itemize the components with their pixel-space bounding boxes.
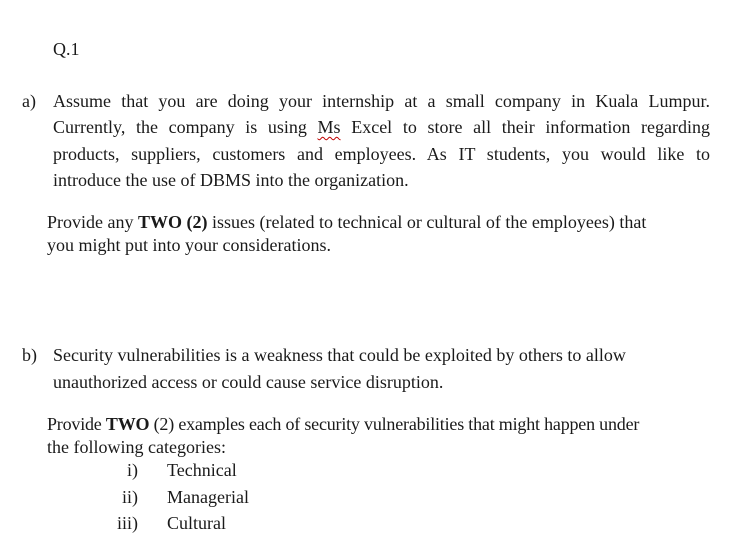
part-b-prompt-bold: TWO	[105, 414, 150, 434]
part-a-marker: a)	[22, 91, 36, 111]
part-b-line-1: Security vulnerabilities is a weakness that could be exploited by others to allow	[53, 345, 626, 365]
part-a-line-1: Assume that you are doing your internship at a small company in Kuala Lumpur.	[53, 91, 710, 111]
part-a-line-4: introduce the use of DBMS into the organization.	[53, 170, 409, 190]
part-b-line-2: unauthorized access or could cause service disruption.	[53, 372, 444, 392]
part-b-prompt-pre: Provide	[47, 414, 106, 434]
list-item-label: Technical	[167, 460, 237, 480]
part-a-prompt-pre: Provide any	[47, 212, 138, 232]
part-a-line-2-start: Currently, the company is using	[53, 117, 318, 137]
part-a-line-3: products, suppliers, customers and employees. As IT students, you would like to	[53, 144, 710, 164]
part-b-prompt-post: (2) examples each of security vulnerabilities that might happen under	[149, 414, 640, 434]
list-item-number: iii)	[117, 513, 138, 533]
part-a-prompt-line-2: you might put into your considerations.	[47, 235, 331, 255]
list-item-label: Cultural	[167, 513, 226, 533]
part-a-line-2	[53, 118, 710, 136]
part-a-prompt-post: issues (related to technical or cultural of the employees) that	[207, 212, 647, 232]
part-a-prompt-line-1	[47, 213, 646, 231]
part-a-line-2-end: Excel to store all their information regarding	[340, 117, 710, 137]
part-b-prompt-line-1	[47, 415, 639, 433]
list-item-number: i)	[127, 460, 138, 480]
part-b-prompt-line-2: the following categories:	[47, 437, 226, 457]
spell-flagged-word: Ms	[317, 117, 341, 137]
list-item-label: Managerial	[167, 487, 249, 507]
part-a-prompt-bold: TWO (2)	[137, 212, 208, 232]
part-b-marker: b)	[22, 345, 37, 365]
list-item-number: ii)	[122, 487, 138, 507]
question-number: Q.1	[53, 39, 80, 59]
